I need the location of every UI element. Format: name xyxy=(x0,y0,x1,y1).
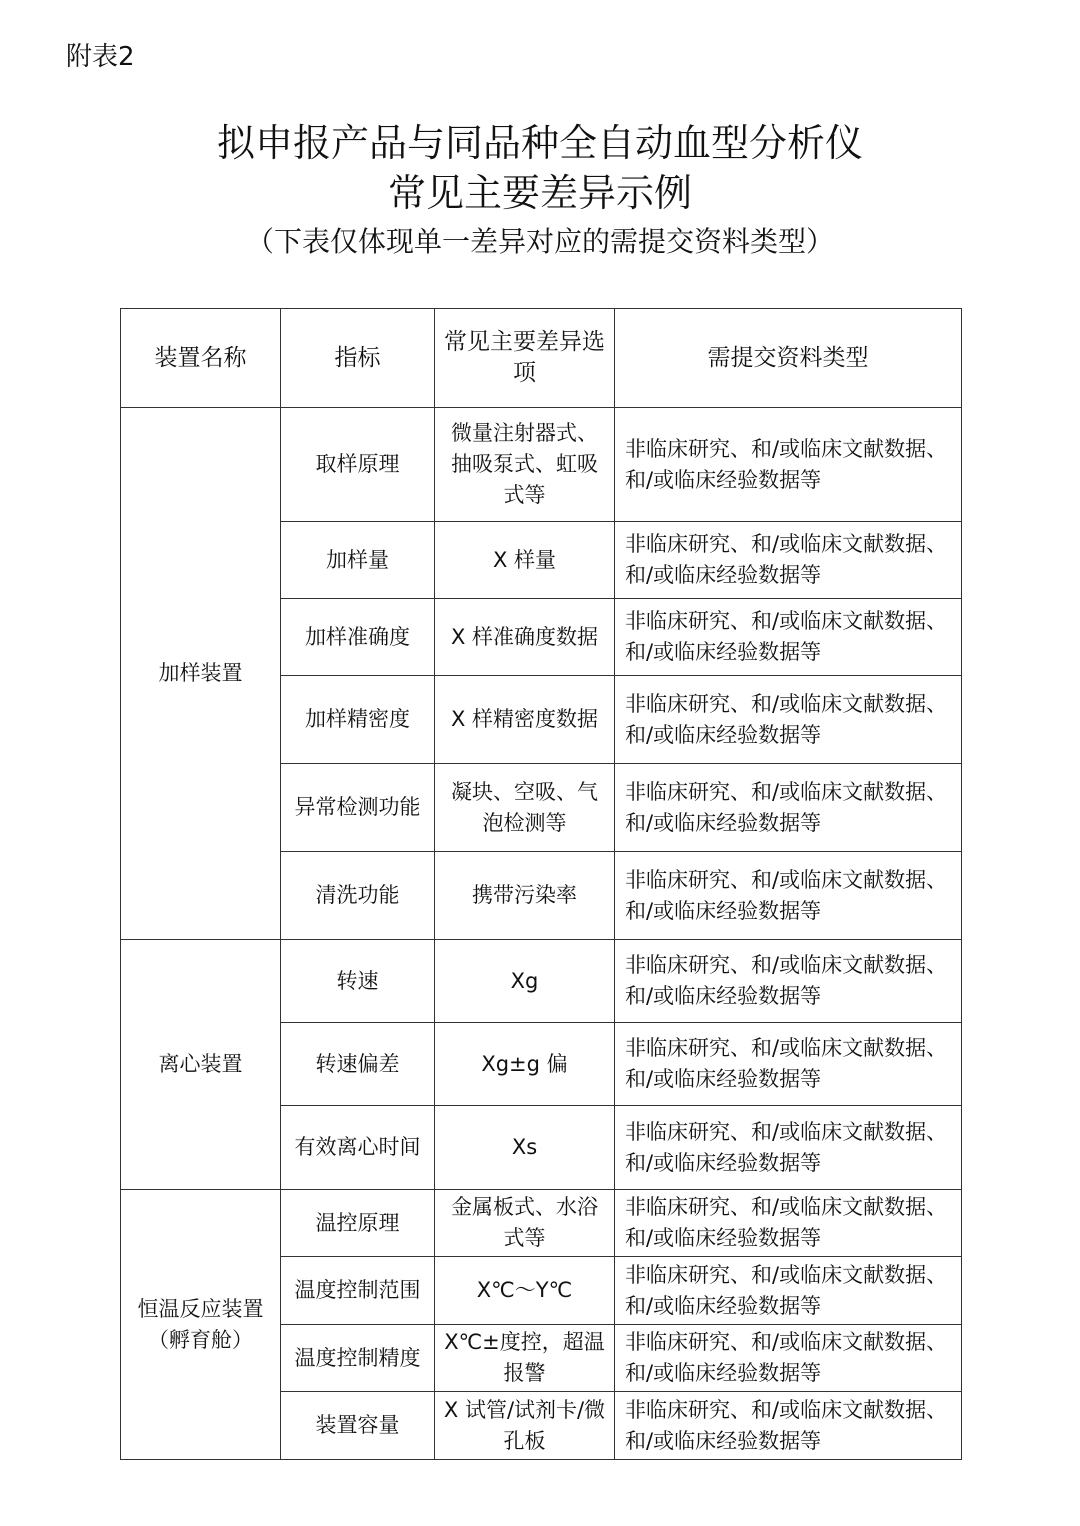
indicator-cell: 异常检测功能 xyxy=(281,764,435,852)
indicator-cell: 装置容量 xyxy=(281,1392,435,1460)
data-type-cell: 非临床研究、和/或临床文献数据、和/或临床经验数据等 xyxy=(615,408,962,522)
device-cell: 恒温反应装置（孵育舱） xyxy=(121,1190,281,1460)
difference-cell: 凝块、空吸、气泡检测等 xyxy=(435,764,615,852)
difference-table xyxy=(120,308,962,1460)
header-device: 装置名称 xyxy=(121,309,281,408)
difference-cell: X℃～Y℃ xyxy=(435,1257,615,1325)
indicator-cell: 取样原理 xyxy=(281,408,435,522)
indicator-cell: 加样精密度 xyxy=(281,676,435,764)
difference-cell: Xg xyxy=(435,940,615,1023)
data-type-cell: 非临床研究、和/或临床文献数据、和/或临床经验数据等 xyxy=(615,676,962,764)
data-type-cell: 非临床研究、和/或临床文献数据、和/或临床经验数据等 xyxy=(615,1106,962,1190)
difference-cell: X℃±度控，超温报警 xyxy=(435,1325,615,1392)
indicator-cell: 加样准确度 xyxy=(281,599,435,676)
header-difference: 常见主要差异选项 xyxy=(435,309,615,408)
data-type-cell: 非临床研究、和/或临床文献数据、和/或临床经验数据等 xyxy=(615,1190,962,1257)
data-type-cell: 非临床研究、和/或临床文献数据、和/或临床经验数据等 xyxy=(615,1023,962,1106)
difference-cell: X 样准确度数据 xyxy=(435,599,615,676)
table-row xyxy=(121,1190,962,1257)
difference-cell: X 样精密度数据 xyxy=(435,676,615,764)
device-cell: 离心装置 xyxy=(121,940,281,1190)
title-line-1: 拟申报产品与同品种全自动血型分析仪 xyxy=(216,121,863,165)
difference-cell: X 试管/试剂卡/微孔板 xyxy=(435,1392,615,1460)
subtitle: （下表仅体现单一差异对应的需提交资料类型） xyxy=(245,225,834,258)
difference-cell: 微量注射器式、抽吸泵式、虹吸式等 xyxy=(435,408,615,522)
data-type-cell: 非临床研究、和/或临床文献数据、和/或临床经验数据等 xyxy=(615,764,962,852)
indicator-cell: 温控原理 xyxy=(281,1190,435,1257)
difference-cell: Xg±g 偏 xyxy=(435,1023,615,1106)
difference-cell: Xs xyxy=(435,1106,615,1190)
header-indicator: 指标 xyxy=(281,309,435,408)
difference-cell: 携带污染率 xyxy=(435,852,615,940)
data-type-cell: 非临床研究、和/或临床文献数据、和/或临床经验数据等 xyxy=(615,522,962,599)
data-type-cell: 非临床研究、和/或临床文献数据、和/或临床经验数据等 xyxy=(615,852,962,940)
indicator-cell: 温度控制范围 xyxy=(281,1257,435,1325)
header-data-type: 需提交资料类型 xyxy=(615,309,962,408)
title-line-2: 常见主要差异示例 xyxy=(387,171,692,215)
indicator-cell: 转速偏差 xyxy=(281,1023,435,1106)
indicator-cell: 清洗功能 xyxy=(281,852,435,940)
data-type-cell: 非临床研究、和/或临床文献数据、和/或临床经验数据等 xyxy=(615,1392,962,1460)
indicator-cell: 温度控制精度 xyxy=(281,1325,435,1392)
table-row xyxy=(121,408,962,522)
data-type-cell: 非临床研究、和/或临床文献数据、和/或临床经验数据等 xyxy=(615,1325,962,1392)
indicator-cell: 有效离心时间 xyxy=(281,1106,435,1190)
difference-cell: 金属板式、水浴式等 xyxy=(435,1190,615,1257)
data-type-cell: 非临床研究、和/或临床文献数据、和/或临床经验数据等 xyxy=(615,1257,962,1325)
data-type-cell: 非临床研究、和/或临床文献数据、和/或临床经验数据等 xyxy=(615,599,962,676)
difference-cell: X 样量 xyxy=(435,522,615,599)
table-row xyxy=(121,940,962,1023)
indicator-cell: 转速 xyxy=(281,940,435,1023)
appendix-label: 附表2 xyxy=(66,42,135,72)
device-cell: 加样装置 xyxy=(121,408,281,940)
data-type-cell: 非临床研究、和/或临床文献数据、和/或临床经验数据等 xyxy=(615,940,962,1023)
indicator-cell: 加样量 xyxy=(281,522,435,599)
table-header-row xyxy=(121,309,962,408)
